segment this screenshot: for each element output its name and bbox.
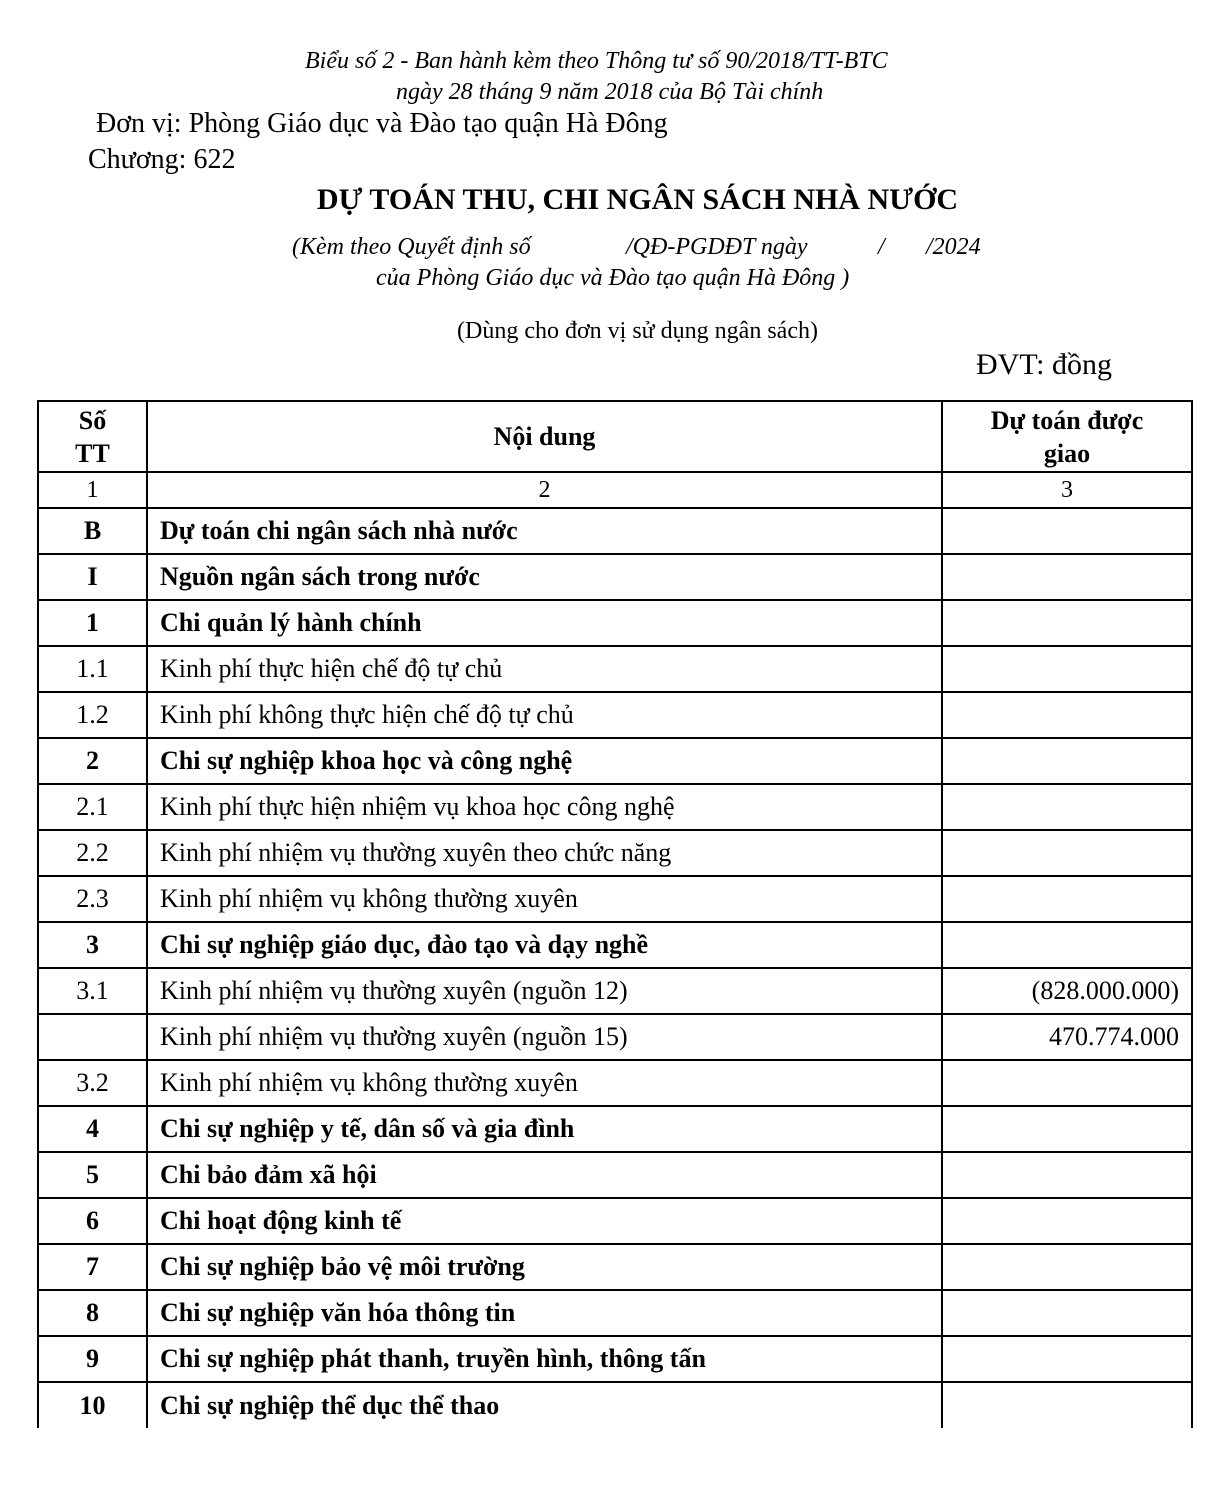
budget-table: [37, 400, 1193, 1428]
row-number-cell: 3.1: [38, 968, 147, 1014]
table-row: [38, 738, 1192, 784]
header-amount-line1: Dự toán được: [990, 405, 1144, 435]
row-content-cell: Chi sự nghiệp văn hóa thông tin: [147, 1290, 942, 1336]
table-row: [38, 1106, 1192, 1152]
row-number-cell: 3.2: [38, 1060, 147, 1106]
document-title: DỰ TOÁN THU, CHI NGÂN SÁCH NHÀ NƯỚC: [316, 183, 959, 216]
row-number-cell: 1.1: [38, 646, 147, 692]
row-amount-cell: 470.774.000: [942, 1014, 1192, 1060]
row-number-cell: 6: [38, 1198, 147, 1244]
row-amount-cell: [942, 1244, 1192, 1290]
decision-year: /2024: [926, 234, 981, 260]
row-content-cell: Kinh phí nhiệm vụ thường xuyên (nguồn 12): [147, 968, 942, 1014]
currency-unit: ĐVT: đồng: [976, 348, 1112, 381]
table-row: [38, 968, 1192, 1014]
table-row: [38, 1336, 1192, 1382]
table-row: [38, 1014, 1192, 1060]
row-number-cell: 8: [38, 1290, 147, 1336]
row-number-cell: 2: [38, 738, 147, 784]
row-content-cell: Kinh phí nhiệm vụ không thường xuyên: [147, 876, 942, 922]
row-content-cell: Chi hoạt động kinh tế: [147, 1198, 942, 1244]
row-number-cell: 2.2: [38, 830, 147, 876]
column-number-row: [38, 472, 1192, 508]
row-content-cell: Nguồn ngân sách trong nước: [147, 554, 942, 600]
row-amount-cell: [942, 554, 1192, 600]
row-number-cell: 1.2: [38, 692, 147, 738]
row-content-cell: Chi sự nghiệp y tế, dân số và gia đình: [147, 1106, 942, 1152]
table-row: [38, 1244, 1192, 1290]
row-amount-cell: [942, 1152, 1192, 1198]
row-number-cell: I: [38, 554, 147, 600]
row-number-cell: 7: [38, 1244, 147, 1290]
row-amount-cell: [942, 922, 1192, 968]
table-row: [38, 508, 1192, 554]
table-row: [38, 1290, 1192, 1336]
row-content-cell: Dự toán chi ngân sách nhà nước: [147, 508, 942, 554]
row-amount-cell: (828.000.000): [942, 968, 1192, 1014]
row-amount-cell: [942, 600, 1192, 646]
row-amount-cell: [942, 646, 1192, 692]
header-amount: [942, 401, 1192, 472]
row-amount-cell: [942, 1336, 1192, 1382]
table-row: [38, 830, 1192, 876]
column-number: 3: [942, 472, 1192, 508]
row-content-cell: Chi sự nghiệp khoa học và công nghệ: [147, 738, 942, 784]
row-content-cell: Chi sự nghiệp bảo vệ môi trường: [147, 1244, 942, 1290]
row-content-cell: Kinh phí nhiệm vụ thường xuyên (nguồn 15): [147, 1014, 942, 1060]
row-number-cell: 5: [38, 1152, 147, 1198]
column-number: 2: [147, 472, 942, 508]
table-row: [38, 1152, 1192, 1198]
row-content-cell: Kinh phí thực hiện nhiệm vụ khoa học công nghệ: [147, 784, 942, 830]
chapter-code: Chương: 622: [88, 144, 236, 175]
table-row: [38, 1198, 1192, 1244]
header-stt-line1: Số: [78, 405, 107, 435]
row-amount-cell: [942, 784, 1192, 830]
row-amount-cell: [942, 1106, 1192, 1152]
usage-note: (Dùng cho đơn vị sử dụng ngân sách): [457, 318, 818, 344]
header-stt: [38, 401, 147, 472]
decision-date-slash: /: [878, 234, 885, 260]
row-number-cell: [38, 1014, 147, 1060]
table-row: [38, 1060, 1192, 1106]
column-number: 1: [38, 472, 147, 508]
table-row: [38, 784, 1192, 830]
row-amount-cell: [942, 508, 1192, 554]
row-number-cell: 2.1: [38, 784, 147, 830]
row-amount-cell: [942, 1382, 1192, 1428]
table-row: [38, 1382, 1192, 1428]
row-content-cell: Chi sự nghiệp phát thanh, truyền hình, thông tấn: [147, 1336, 942, 1382]
decision-issuer: của Phòng Giáo dục và Đào tạo quận Hà Đông ): [376, 265, 850, 291]
table-row: [38, 554, 1192, 600]
row-content-cell: Chi bảo đảm xã hội: [147, 1152, 942, 1198]
table-row: [38, 646, 1192, 692]
row-amount-cell: [942, 1198, 1192, 1244]
decision-code: /QĐ-PGDĐT ngày: [626, 234, 808, 260]
decision-prefix: (Kèm theo Quyết định số: [292, 234, 531, 260]
row-number-cell: B: [38, 508, 147, 554]
row-amount-cell: [942, 692, 1192, 738]
issuing-unit: Đơn vị: Phòng Giáo dục và Đào tạo quận Hà Đông: [96, 108, 668, 139]
row-number-cell: 2.3: [38, 876, 147, 922]
row-number-cell: 1: [38, 600, 147, 646]
form-reference-line-1: Biểu số 2 - Ban hành kèm theo Thông tư số 90/2018/TT-BTC: [305, 48, 888, 74]
header-amount-line2: giao: [1043, 438, 1091, 468]
row-number-cell: 3: [38, 922, 147, 968]
row-amount-cell: [942, 876, 1192, 922]
table-header-row: [38, 401, 1192, 472]
row-number-cell: 9: [38, 1336, 147, 1382]
row-content-cell: Kinh phí không thực hiện chế độ tự chủ: [147, 692, 942, 738]
table-row: [38, 692, 1192, 738]
row-content-cell: Kinh phí thực hiện chế độ tự chủ: [147, 646, 942, 692]
row-amount-cell: [942, 1290, 1192, 1336]
table-row: [38, 600, 1192, 646]
row-number-cell: 4: [38, 1106, 147, 1152]
row-content-cell: Kinh phí nhiệm vụ không thường xuyên: [147, 1060, 942, 1106]
header-content: Nội dung: [147, 401, 942, 472]
header-stt-line2: TT: [75, 438, 110, 468]
row-amount-cell: [942, 738, 1192, 784]
table-row: [38, 876, 1192, 922]
row-content-cell: Chi sự nghiệp giáo dục, đào tạo và dạy nghề: [147, 922, 942, 968]
row-content-cell: Chi sự nghiệp thể dục thể thao: [147, 1382, 942, 1428]
row-amount-cell: [942, 830, 1192, 876]
form-reference-line-2: ngày 28 tháng 9 năm 2018 của Bộ Tài chính: [396, 79, 824, 105]
row-number-cell: 10: [38, 1382, 147, 1428]
row-content-cell: Chi quản lý hành chính: [147, 600, 942, 646]
table-row: [38, 922, 1192, 968]
row-amount-cell: [942, 1060, 1192, 1106]
row-content-cell: Kinh phí nhiệm vụ thường xuyên theo chức năng: [147, 830, 942, 876]
